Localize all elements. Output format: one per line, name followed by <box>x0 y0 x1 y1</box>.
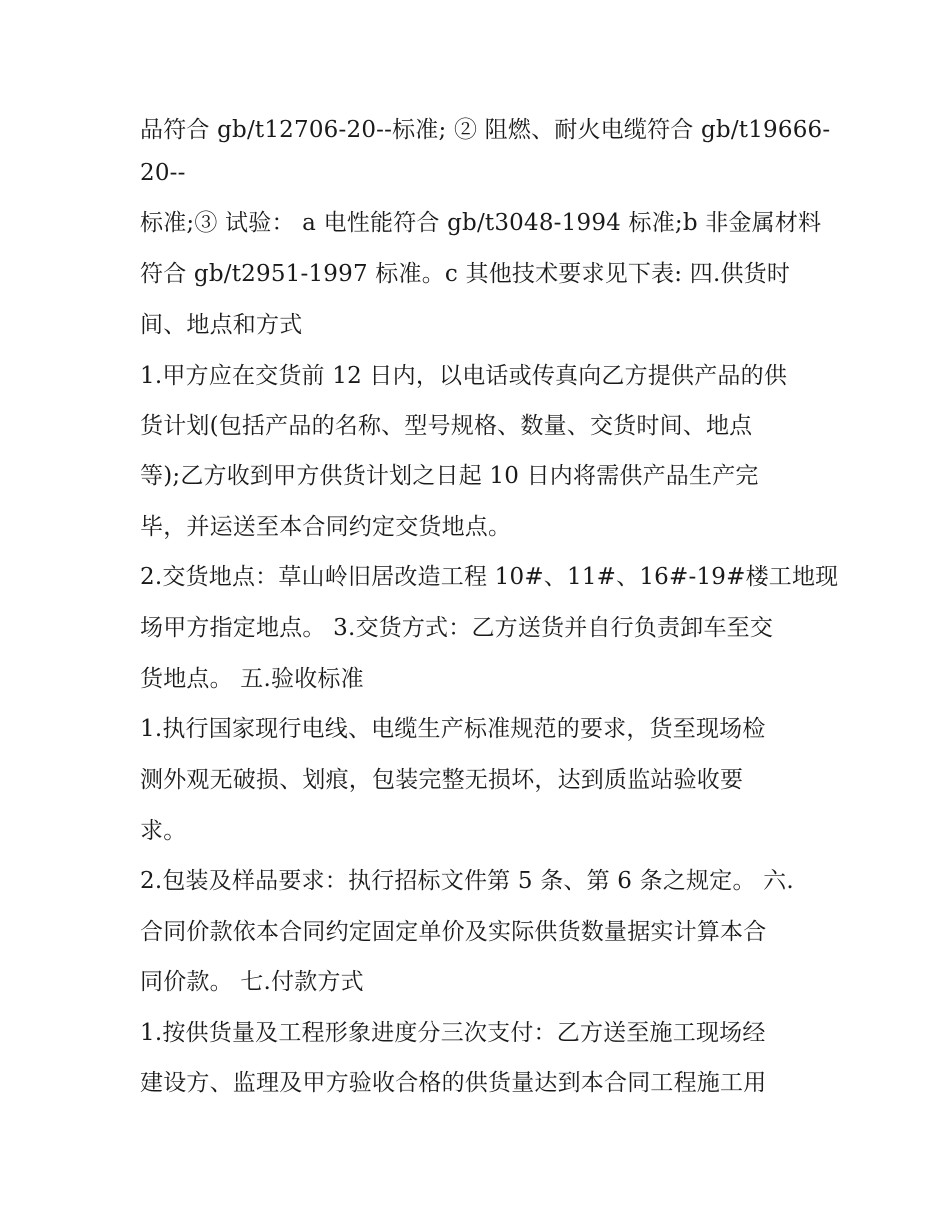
text-line: 品符合 gb/t12706-20--标准; ② 阻燃、耐火电缆符合 gb/t19666- <box>140 117 831 143</box>
text-line: 建设方、监理及甲方验收合格的供货量达到本合同工程施工用 <box>140 1070 767 1096</box>
text-line: 2.包装及样品要求：执行招标文件第 5 条、第 6 条之规定。 六. <box>140 868 794 894</box>
text-line: 1.甲方应在交货前 12 日内，以电话或传真向乙方提供产品的供 <box>140 363 788 389</box>
text-line: 测外观无破损、划痕，包装完整无损坏，达到质监站验收要 <box>140 767 744 793</box>
text-line: 场甲方指定地点。 3.交货方式：乙方送货并自行负责卸车至交 <box>140 615 774 641</box>
text-line: 求。 <box>140 818 187 844</box>
text-line: 1.执行国家现行电线、电缆生产标准规范的要求，货至现场检 <box>140 716 766 742</box>
text-line: 毕，并运送至本合同约定交货地点。 <box>140 514 512 540</box>
text-line: 标准;③ 试验： a 电性能符合 gb/t3048-1994 标准;b 非金属材料 <box>140 210 822 236</box>
text-line: 2.交货地点：草山岭旧居改造工程 10#、11#、16#-19#楼工地现 <box>140 564 839 590</box>
text-line: 等);乙方收到甲方供货计划之日起 10 日内将需供产品生产完 <box>140 463 759 489</box>
text-line: 货地点。 五.验收标准 <box>140 666 364 692</box>
text-line: 1.按供货量及工程形象进度分三次支付：乙方送至施工现场经 <box>140 1020 766 1046</box>
text-line: 间、地点和方式 <box>140 312 303 338</box>
text-line: 20-- <box>140 160 186 186</box>
text-line: 货计划(包括产品的名称、型号规格、数量、交货时间、地点 <box>140 413 753 439</box>
text-line: 同价款。 七.付款方式 <box>140 969 364 995</box>
text-line: 符合 gb/t2951-1997 标准。c 其他技术要求见下表: 四.供货时 <box>140 261 791 287</box>
text-line: 合同价款依本合同约定固定单价及实际供货数量据实计算本合 <box>140 919 767 945</box>
